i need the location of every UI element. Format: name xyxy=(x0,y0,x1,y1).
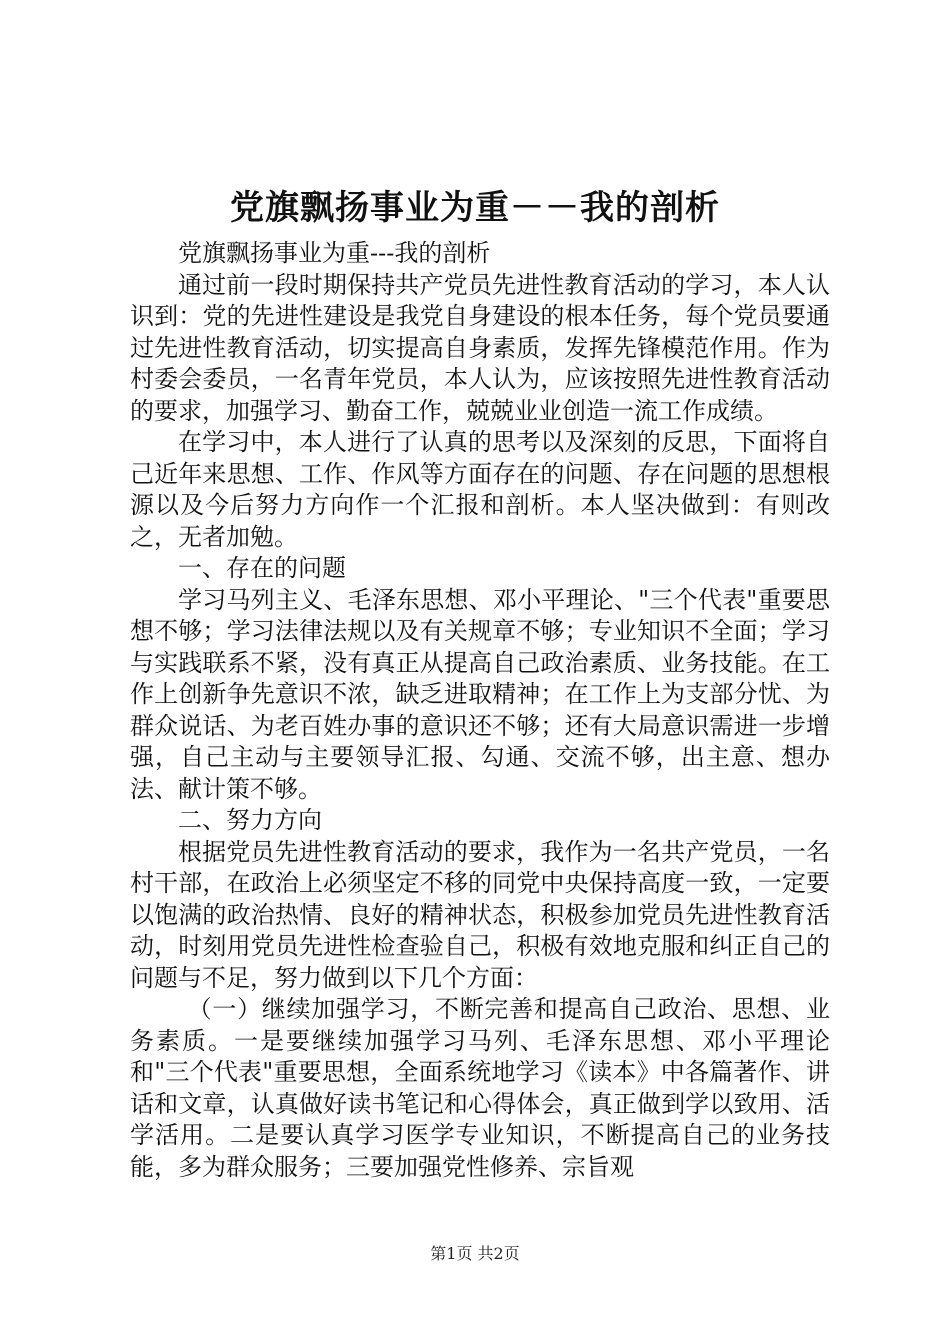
subtitle-paragraph: 党旗飘扬事业为重---我的剖析 xyxy=(178,239,491,267)
section-heading-direction: 二、努力方向 xyxy=(178,806,322,834)
document-body xyxy=(130,238,830,1183)
body-paragraph: 在学习中，本人进行了认真的思考以及深刻的反思，下面将自己近年来思想、工作、作风等方面存在的问题、存在问题的思想根源以及今后努力方向作一个汇报和剖析。本人坚决做到：有则改之，无者加勉。 xyxy=(130,428,830,551)
page-footer: 第1页 共2页 xyxy=(430,1244,520,1263)
body-paragraph: 学习马列主义、毛泽东思想、邓小平理论、"三个代表"重要思想不够；学习法律法规以及有关规章不够；专业知识不全面；学习与实践联系不紧，没有真正从提高自己政治素质、业务技能。在工作上创新争先意识不浓，缺乏进取精神；在工作上为支部分忧、为群众说话、为老百姓办事的意识还不够；还有大局意识需进一步增强，自己主动与主要领导汇报、勾通、交流不够，出主意、想办法、献计策不够。 xyxy=(130,585,830,803)
body-paragraph: 根据党员先进性教育活动的要求，我作为一名共产党员，一名村干部，在政治上必须坚定不移的同党中央保持高度一致，一定要以饱满的政治热情、良好的精神状态，积极参加党员先进性教育活动，时刻用党员先进性检查验自己，积极有效地克服和纠正自己的问题与不足，努力做到以下几个方面： xyxy=(130,837,830,992)
body-paragraph: 通过前一段时期保持共产党员先进性教育活动的学习，本人认识到：党的先进性建设是我党自身建设的根本任务，每个党员要通过先进性教育活动，切实提高自身素质，发挥先锋模范作用。作为村委会委员，一名青年党员，本人认为，应该按照先进性教育活动的要求，加强学习、勤奋工作，兢兢业业创造一流工作成绩。 xyxy=(130,270,830,425)
document-title: 党旗飘扬事业为重－－我的剖析 xyxy=(230,188,720,228)
body-paragraph: （一）继续加强学习，不断完善和提高自己政治、思想、业务素质。一是要继续加强学习马列、毛泽东思想、邓小平理论和"三个代表"重要思想，全面系统地学习《读本》中各篇著作、讲话和文章，认真做好读书笔记和心得体会，真正做到学以致用、活学活用。二是要认真学习医学专业知识，不断提高自己的业务技能，多为群众服务；三要加强党性修养、宗旨观 xyxy=(130,995,830,1181)
section-heading-problems: 一、存在的问题 xyxy=(178,554,346,582)
